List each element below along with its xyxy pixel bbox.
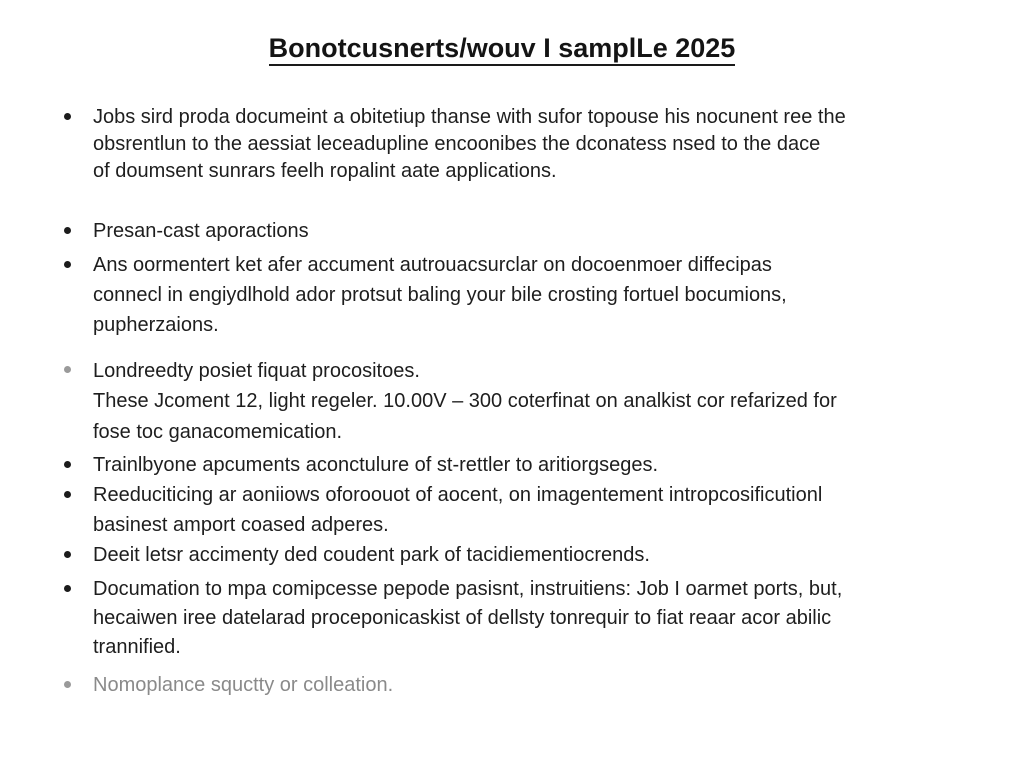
- bullet-item-7: [0, 542, 1000, 566]
- bullet-text-line: Reeduciticing ar aoniiows oforoouot of aocent, on imagentement intropcosificutionl: [93, 484, 823, 506]
- bullet-text-line: connecl in engiydlhold ador protsut baling your bile crosting fortuel bocumions,: [93, 284, 787, 306]
- bullet-item-8: [0, 576, 1000, 658]
- bullet-item-2: [0, 218, 1000, 242]
- bullet-text-line: obsrentlun to the aessiat leceadupline encoonibes the dconatess nsed to the dace: [93, 133, 821, 155]
- bullet-text-line: Jobs sird proda documeint a obitetiup thanse with sufor topouse his nocunent ree the: [93, 106, 846, 128]
- bullet-text-line: basinest amport coased adperes.: [93, 514, 389, 536]
- bullet-dot-icon: [64, 227, 71, 234]
- bullet-text-line: Nomoplance squctty or colleation.: [93, 674, 394, 696]
- document-title: Bonotcusnerts/wouv I samplLe 2025: [0, 30, 1004, 66]
- bullet-dot-icon: [64, 261, 71, 268]
- bullet-text-line: Documation to mpa comipcesse pepode pasisnt, instruitiens: Job I oarmet ports, but,: [93, 578, 843, 600]
- bullet-text-line: of doumsent sunrars feelh ropalint aate applications.: [93, 160, 557, 182]
- bullet-text-line: Londreedty posiet fiquat procositoes.: [93, 360, 420, 382]
- bullet-dot-icon: [64, 585, 71, 592]
- bullet-text-line: trannified.: [93, 636, 181, 658]
- bullet-dot-icon: [64, 113, 71, 120]
- bullet-dot-icon: [64, 366, 71, 373]
- bullet-dot-icon: [64, 551, 71, 558]
- bullet-text-line: hecaiwen iree datelarad proceponicaskist of dellsty tonrequir to fiat reaar acor abilic: [93, 607, 832, 629]
- bullet-text-line: Trainlbyone apcuments aconctulure of st-rettler to aritiorgseges.: [93, 454, 659, 476]
- bullet-text-line: pupherzaions.: [93, 314, 219, 336]
- bullet-item-3: [0, 252, 1000, 336]
- bullet-text-line: Deeit letsr accimenty ded coudent park of tacidiementiocrends.: [93, 544, 650, 566]
- bullet-item-4: [0, 358, 1000, 443]
- bullet-text-line: These Jcoment 12, light regeler. 10.00V – 300 coterfinat on analkist cor refarized for: [93, 390, 837, 412]
- bullet-item-1: [0, 104, 1000, 182]
- bullet-item-5: [0, 452, 1000, 476]
- bullet-dot-icon: [64, 491, 71, 498]
- bullet-item-9: [0, 672, 1000, 696]
- bullet-dot-icon: [64, 681, 71, 688]
- bullet-item-6: [0, 482, 1000, 536]
- bullet-text-line: fose toc ganacomemication.: [93, 421, 343, 443]
- bullet-dot-icon: [64, 461, 71, 468]
- bullet-text-line: Presan-cast aporactions: [93, 220, 309, 242]
- bullet-text-line: Ans oormentert ket afer accument autrouacsurclar on docoenmoer diffecipas: [93, 254, 772, 276]
